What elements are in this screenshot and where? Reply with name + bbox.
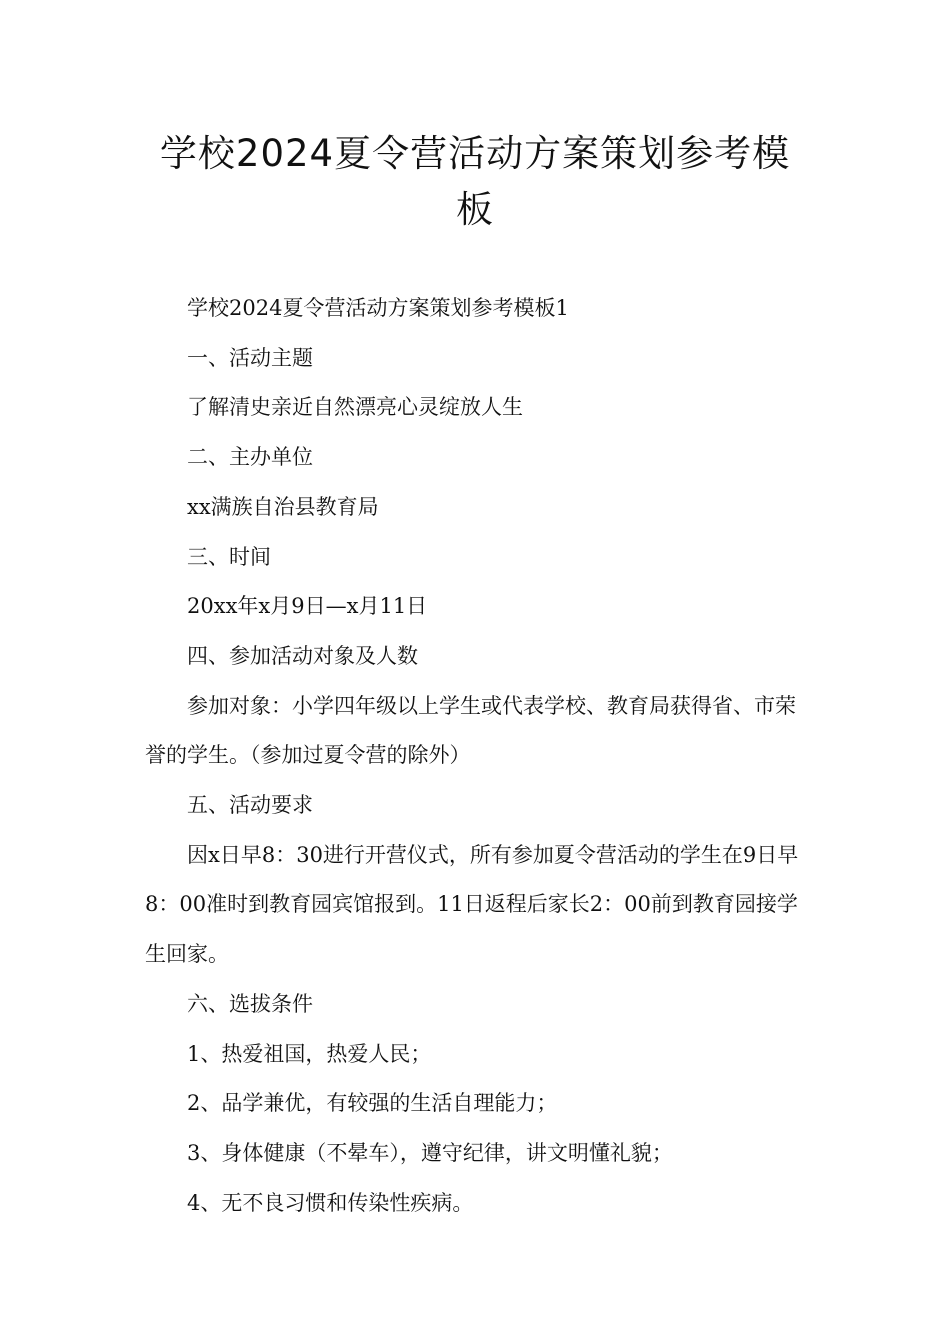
- list-item: 3、身体健康（不晕车），遵守纪律，讲文明懂礼貌；: [187, 1140, 673, 1165]
- paragraph: 20xx年x月9日—x月11日: [187, 594, 428, 619]
- paragraph: 了解清史亲近自然漂亮心灵绽放人生: [187, 395, 523, 420]
- paragraph: 参加对象：小学四年级以上学生或代表学校、教育局获得省、市荣誉的学生。（参加过夏令营的除外）: [145, 693, 796, 768]
- paragraph-heading: 学校2024夏令营活动方案策划参考模板1: [187, 296, 569, 320]
- section-heading-theme: 一、活动主题: [187, 345, 313, 370]
- section-heading-requirements: 五、活动要求: [187, 793, 313, 818]
- section-heading-time: 三、时间: [187, 544, 271, 569]
- section-heading-organizer: 二、主办单位: [187, 445, 313, 470]
- section-heading-participants: 四、参加活动对象及人数: [187, 643, 418, 668]
- paragraph: xx满族自治县教育局: [187, 494, 379, 519]
- document-body: [145, 284, 810, 1228]
- list-item: 1、热爱祖国，热爱人民；: [187, 1041, 432, 1066]
- section-heading-selection: 六、选拔条件: [187, 991, 313, 1016]
- paragraph: 因x日早8：30进行开营仪式，所有参加夏令营活动的学生在9日早8：00准时到教育园宾馆报到。11日返程后家长2：00前到教育园接学生回家。: [145, 842, 799, 967]
- document-title: 学校2024夏令营活动方案策划参考模板: [159, 132, 791, 231]
- list-item: 4、无不良习惯和传染性疾病。: [187, 1190, 474, 1215]
- list-item: 2、品学兼优，有较强的生活自理能力；: [187, 1091, 558, 1116]
